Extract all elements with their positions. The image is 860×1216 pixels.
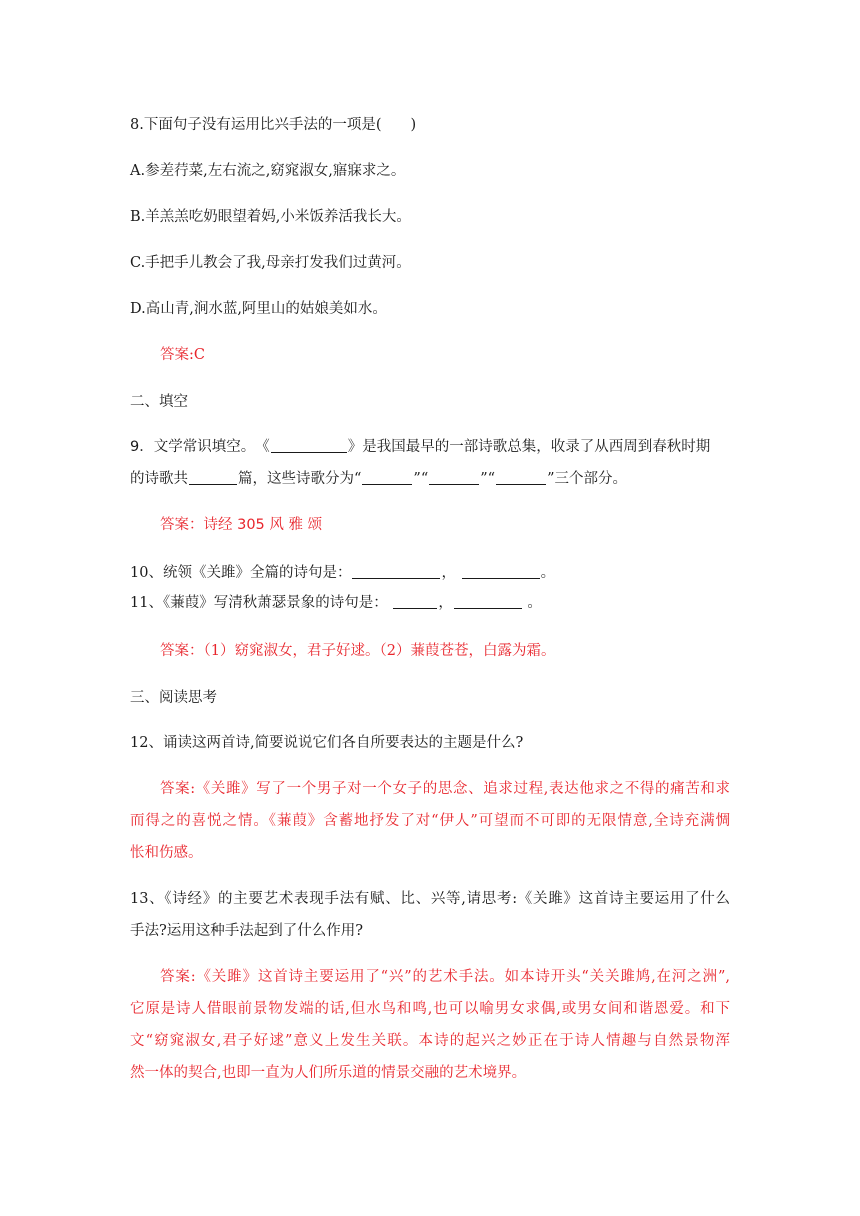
question-10-text: 10、统领《关雎》全篇的诗句是： xyxy=(130,565,352,581)
question-8-option-a: A.参差荇菜,左右流之,窈窕淑女,寤寐求之。 xyxy=(130,163,406,179)
question-9-line-2 xyxy=(130,468,627,490)
question-13-answer-line-2: 它原是诗人借眼前景物发端的话,但水鸟和鸣,也可以喻男女求偶,或男女间和谐恩爱。和下 xyxy=(130,1001,730,1017)
blank-line xyxy=(393,593,437,609)
question-9-line-1 xyxy=(130,436,710,458)
question-11 xyxy=(130,592,542,614)
blank-line xyxy=(271,437,347,453)
blank-line xyxy=(462,563,540,579)
question-9-answer-rest: 风 雅 颂 xyxy=(269,517,323,533)
question-11-sep: ， xyxy=(438,595,453,611)
question-13-answer-line-1: 答案:《关雎》这首诗主要运用了“兴”的艺术手法。如本诗开头“关关雎鸠,在河之洲”, xyxy=(160,969,730,985)
question-9-answer xyxy=(160,514,322,536)
question-12-answer-line-3: 怅和伤感。 xyxy=(130,845,203,861)
section-2-title: 二、填空 xyxy=(130,394,188,410)
question-13-line-1: 13、《诗经》的主要艺术表现手法有赋、比、兴等,请思考:《关雎》这首诗主要运用了什么 xyxy=(130,891,730,907)
blank-line xyxy=(496,469,546,485)
question-12-answer-line-1: 答案:《关雎》写了一个男子对一个女子的思念、追求过程,表达他求之不得的痛苦和求 xyxy=(160,781,730,797)
question-8-option-c: C.手把手儿教会了我,母亲打发我们过黄河。 xyxy=(130,255,411,271)
question-9-text-3: 的诗歌共 xyxy=(130,471,188,487)
blank-line xyxy=(362,469,412,485)
question-10-11-answer: 答案：（1）窈窕淑女，君子好逑。（2）蒹葭苍苍，白露为霜。 xyxy=(160,643,556,659)
question-13-answer-line-3: 文“窈窕淑女,君子好逑”意义上发生关联。本诗的起兴之妙正在于诗人情趣与自然景物浑 xyxy=(130,1033,730,1049)
question-10 xyxy=(130,562,555,584)
question-8-option-d: D.高山青,涧水蓝,阿里山的姑娘美如水。 xyxy=(130,301,387,317)
blank-line xyxy=(352,563,440,579)
blank-line xyxy=(189,469,237,485)
question-11-end: 。 xyxy=(527,595,542,611)
section-3-title: 三、阅读思考 xyxy=(130,690,217,706)
question-8-stem: 8.下面句子没有运用比兴手法的一项是( ) xyxy=(130,117,417,133)
question-9-text-1: 文学常识填空。 《 xyxy=(153,439,270,455)
question-11-text: 11、《蒹葭》写清秋萧瑟景象的诗句是： xyxy=(130,595,388,611)
question-13-line-2: 手法?运用这种手法起到了什么作用? xyxy=(130,923,364,939)
question-13-answer-line-4: 然一体的契合,也即一直为人们所乐道的情景交融的艺术境界。 xyxy=(130,1065,527,1081)
question-9-text-5: ”三个部分。 xyxy=(547,471,627,487)
blank-line xyxy=(429,469,479,485)
question-9-text-2: 》是我国最早的一部诗歌总集，收录了从西周到春秋时期 xyxy=(347,439,711,455)
question-9-text-4: 篇，这些诗歌分为“ xyxy=(238,471,362,487)
blank-line xyxy=(454,593,522,609)
question-12-text: 12、诵读这两首诗,简要说说它们各自所要表达的主题是什么? xyxy=(130,735,524,751)
question-8-option-b: B.羊羔羔吃奶眼望着妈,小米饭养活我长大。 xyxy=(130,209,411,225)
question-8-answer: 答案:C xyxy=(160,347,205,363)
question-9-quote-sep-2: ”“ xyxy=(480,471,496,487)
question-9-number: 9． xyxy=(130,439,154,455)
question-12-answer-line-2: 而得之的喜悦之情。《蒹葭》含蓄地抒发了对“伊人”可望而不可即的无限情意,全诗充满惆 xyxy=(130,813,730,829)
question-10-sep: ， xyxy=(441,565,456,581)
question-9-answer-number: 305 xyxy=(237,517,265,533)
question-9-answer-label: 答案：诗经 xyxy=(160,517,233,533)
question-9-quote-sep-1: ”“ xyxy=(413,471,429,487)
question-10-end: 。 xyxy=(540,565,556,581)
